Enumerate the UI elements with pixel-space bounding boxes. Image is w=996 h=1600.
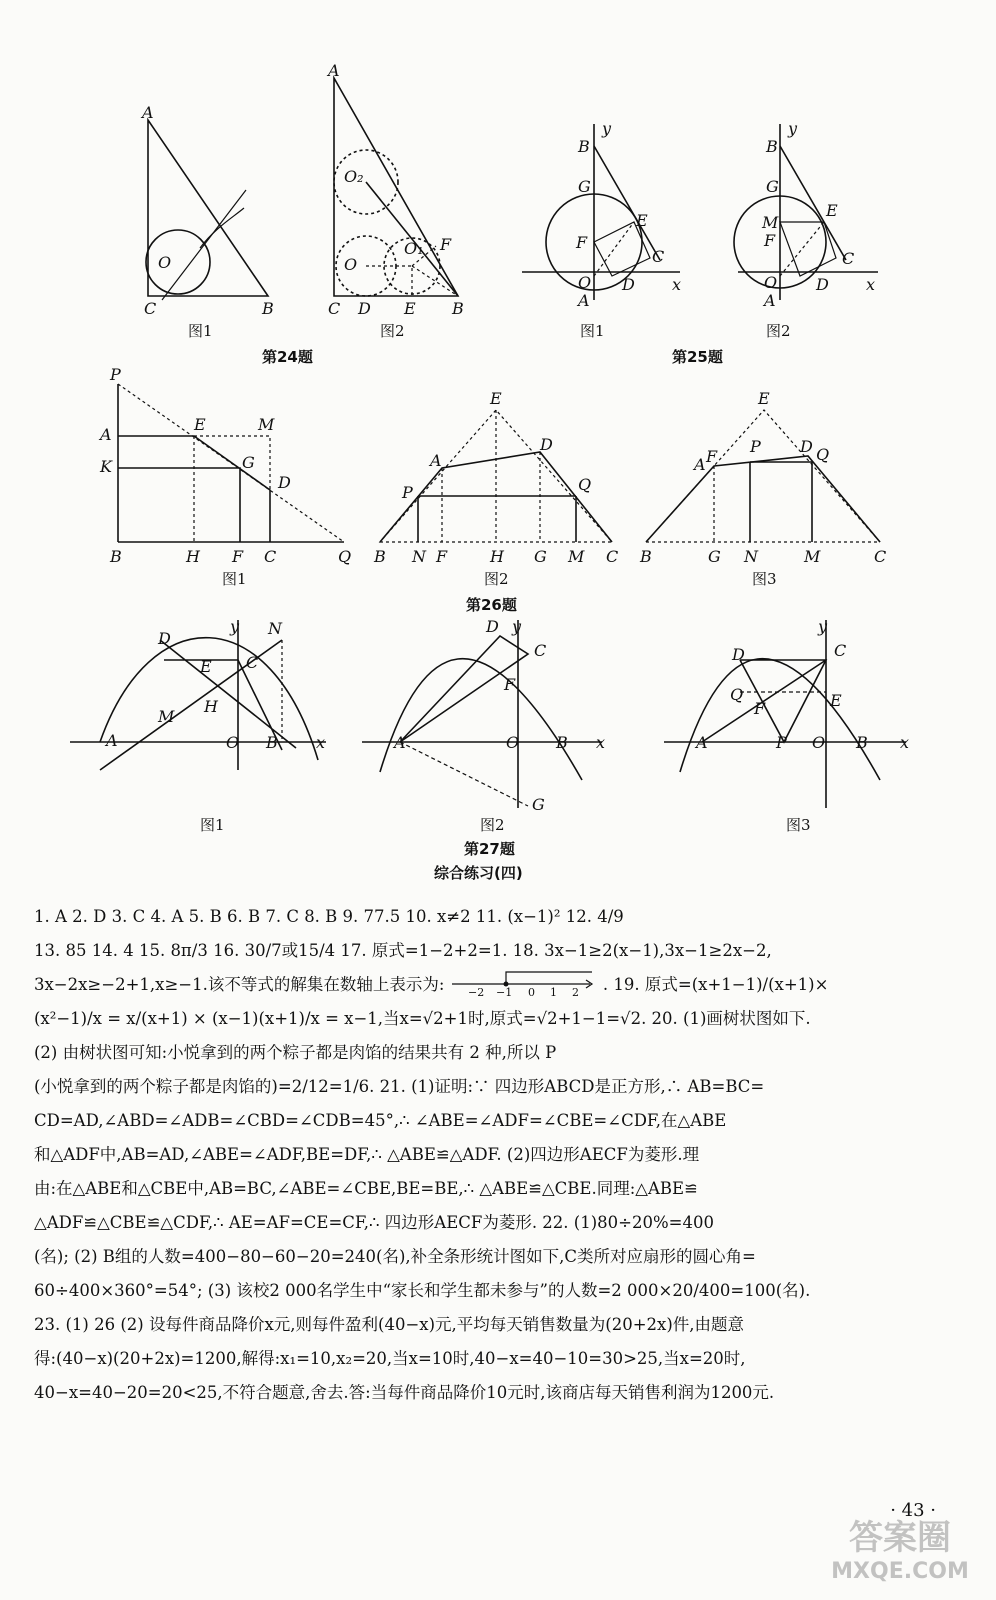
svg-text:A: A — [694, 455, 706, 474]
numberline-label: −2 — [467, 985, 484, 996]
answer-line: △ADF≌△CBE≌△CDF,∴ AE=AF=CE=CF,∴ 四边形AECF为菱形. 22. (1)80÷20%=400 — [34, 1213, 714, 1232]
svg-text:x: x — [596, 733, 606, 752]
svg-text:C: C — [246, 653, 259, 672]
number-line-diagram — [450, 976, 598, 996]
watermark-logo — [820, 1510, 980, 1590]
svg-text:x: x — [316, 733, 326, 752]
answer-line: 13. 85 14. 4 15. 8π/3 16. 30/7或15/4 17. 原式=1−2+2=1. 18. 3x−1≥2(x−1),3x−1≥2x−2, — [34, 941, 772, 960]
answer-line: 和△ADF中,AB=AD,∠ABE=∠ADF,BE=DF,∴ △ABE≌△ADF. (2)四边形AECF为菱形.理 — [34, 1145, 700, 1164]
svg-text:N: N — [744, 547, 758, 566]
answer-line: (2) 由树状图可知:小悦拿到的两个粽子都是肉馅的结果共有 2 种,所以 P — [34, 1043, 557, 1062]
q26-title: 第26题 — [466, 596, 517, 614]
svg-text:E: E — [194, 415, 206, 434]
svg-text:B: B — [262, 299, 274, 318]
q25-fig2-caption: 图2 — [766, 322, 791, 340]
svg-text:G: G — [578, 177, 591, 196]
svg-text:A: A — [142, 103, 154, 122]
svg-text:D: D — [158, 629, 171, 648]
svg-text:H: H — [204, 697, 218, 716]
q25-title: 第25题 — [672, 348, 723, 366]
svg-text:M: M — [258, 415, 275, 434]
svg-text:D: D — [358, 299, 371, 318]
svg-text:G: G — [708, 547, 721, 566]
svg-text:y: y — [512, 617, 522, 636]
svg-text:M: M — [158, 707, 175, 726]
svg-text:Q: Q — [338, 547, 352, 566]
svg-text:A: A — [106, 731, 118, 750]
svg-text:Q: Q — [578, 475, 592, 494]
svg-text:G: G — [242, 453, 255, 472]
answer-line: (小悦拿到的两个粽子都是肉馅的)=2/12=1/6. 21. (1)证明:∵ 四边形ABCD是正方形,∴ AB=BC= — [34, 1077, 765, 1096]
q24-fig1-caption: 图1 — [188, 322, 213, 340]
q26-fig1-caption: 图1 — [222, 570, 247, 588]
svg-text:E: E — [830, 691, 842, 710]
svg-text:B: B — [110, 547, 122, 566]
svg-text:C: C — [874, 547, 887, 566]
svg-text:B: B — [766, 137, 778, 156]
svg-text:E: E — [826, 201, 838, 220]
svg-text:E: E — [758, 389, 770, 408]
svg-text:M: M — [804, 547, 821, 566]
svg-text:C: C — [328, 299, 341, 318]
answer-line: 23. (1) 26 (2) 设每件商品降价x元,则每件盈利(40−x)元,平均每天销售数量为(20+2x)件,由题意 — [34, 1315, 744, 1334]
svg-text:B: B — [578, 137, 590, 156]
svg-text:D: D — [732, 645, 745, 664]
svg-text:B: B — [640, 547, 652, 566]
q26-fig3-caption: 图3 — [752, 570, 777, 588]
svg-text:N: N — [268, 619, 282, 638]
svg-text:F: F — [576, 233, 588, 252]
svg-text:G: G — [534, 547, 547, 566]
svg-text:E: E — [636, 211, 648, 230]
svg-text:Q: Q — [816, 445, 830, 464]
svg-text:E: E — [200, 657, 212, 676]
svg-text:A: A — [578, 291, 590, 310]
answer-line: (名); (2) B组的人数=400−80−60−20=240(名),补全条形统计图如下,C类所对应扇形的圆心角= — [34, 1247, 756, 1266]
svg-text:D: D — [540, 435, 553, 454]
svg-text:M: M — [762, 213, 779, 232]
svg-text:x: x — [866, 275, 876, 294]
svg-text:B: B — [374, 547, 386, 566]
watermark-url: MXQE.COM — [831, 1559, 969, 1584]
svg-text:P: P — [110, 365, 121, 384]
svg-text:A: A — [328, 61, 340, 80]
svg-text:G: G — [532, 795, 545, 814]
svg-text:B: B — [452, 299, 464, 318]
answer-line: 得:(40−x)(20+2x)=1200,解得:x₁=10,x₂=20,当x=10时,40−x=40−10=30>25,当x=20时, — [34, 1349, 746, 1368]
svg-text:A: A — [430, 451, 442, 470]
svg-text:B: B — [556, 733, 568, 752]
answer-text — [34, 900, 962, 1410]
q27-fig2-caption: 图2 — [480, 816, 505, 834]
q27-fig3-caption: 图3 — [786, 816, 811, 834]
svg-text:K: K — [100, 457, 112, 476]
svg-text:O: O — [764, 273, 778, 292]
answer-line: 40−x=40−20=20<25,不符合题意,舍去.答:当每件商品降价10元时,该商店每天销售利润为1200元. — [34, 1383, 775, 1402]
numberline-label: 2 — [571, 985, 579, 996]
svg-text:F: F — [754, 699, 766, 718]
svg-text:N: N — [412, 547, 426, 566]
svg-text:D: D — [622, 275, 635, 294]
svg-text:E: E — [404, 299, 416, 318]
svg-text:C: C — [834, 641, 847, 660]
svg-text:O: O — [344, 255, 358, 274]
svg-text:y: y — [602, 119, 612, 138]
svg-text:x: x — [900, 733, 910, 752]
q27-fig1-caption: 图1 — [200, 816, 225, 834]
numberline-label: 1 — [549, 985, 557, 996]
svg-text:A: A — [100, 425, 112, 444]
q25-fig1-caption: 图1 — [580, 322, 605, 340]
svg-text:C: C — [652, 247, 665, 266]
svg-text:F: F — [440, 235, 452, 254]
svg-text:O₁: O₁ — [404, 239, 424, 258]
answer-line: 1. A 2. D 3. C 4. A 5. B 6. B 7. C 8. B 9. 77.5 10. x≠2 11. (x−1)² 12. 4/9 — [34, 907, 624, 926]
svg-text:F: F — [706, 447, 718, 466]
page-number: · 43 · — [890, 1500, 936, 1521]
svg-text:A: A — [696, 733, 708, 752]
svg-text:D: D — [278, 473, 291, 492]
svg-text:x: x — [672, 275, 682, 294]
svg-text:B: B — [266, 733, 278, 752]
svg-text:P: P — [402, 483, 413, 502]
svg-text:y: y — [230, 617, 240, 636]
answer-line: 由:在△ABE和△CBE中,AB=BC,∠ABE=∠CBE,BE=BE,∴ △ABE≌△CBE.同理:△ABE≌ — [34, 1179, 698, 1198]
svg-text:F: F — [232, 547, 244, 566]
svg-text:F: F — [764, 231, 776, 250]
svg-text:y: y — [788, 119, 798, 138]
svg-text:O₂: O₂ — [344, 167, 364, 186]
svg-text:D: D — [486, 617, 499, 636]
q26-fig2-caption: 图2 — [484, 570, 509, 588]
answer-line-part: . 19. 原式=(x+1−1)/(x+1)× — [602, 975, 829, 994]
svg-text:F: F — [436, 547, 448, 566]
answer-line — [34, 968, 962, 1002]
svg-text:H: H — [490, 547, 504, 566]
svg-text:G: G — [766, 177, 779, 196]
svg-text:E: E — [490, 389, 502, 408]
svg-text:M: M — [568, 547, 585, 566]
svg-text:C: C — [264, 547, 277, 566]
numberline-label: 0 — [527, 985, 535, 996]
answer-line: 60÷400×360°=54°; (3) 该校2 000名学生中“家长和学生都未参与”的人数=2 000×20/400=100(名). — [34, 1281, 811, 1300]
svg-text:C: C — [534, 641, 547, 660]
svg-text:O: O — [812, 733, 826, 752]
svg-text:C: C — [144, 299, 157, 318]
svg-text:P: P — [750, 437, 761, 456]
svg-text:C: C — [606, 547, 619, 566]
q24-title: 第24题 — [262, 348, 313, 366]
svg-text:C: C — [842, 249, 855, 268]
svg-text:P: P — [776, 733, 787, 752]
section-title: 综合练习(四) — [434, 864, 523, 880]
svg-text:O: O — [226, 733, 240, 752]
svg-text:Q: Q — [730, 685, 744, 704]
svg-text:y: y — [818, 617, 828, 636]
svg-text:A: A — [764, 291, 776, 310]
q24-fig2-caption: 图2 — [380, 322, 405, 340]
svg-text:D: D — [816, 275, 829, 294]
svg-text:O: O — [506, 733, 520, 752]
svg-text:B: B — [856, 733, 868, 752]
watermark-text: 答案圈 — [849, 1518, 951, 1558]
svg-text:H: H — [186, 547, 200, 566]
q27-title: 第27题 — [464, 840, 515, 858]
svg-text:D: D — [800, 437, 813, 456]
answer-line: CD=AD,∠ABD=∠ADB=∠CBD=∠CDB=45°,∴ ∠ABE=∠ADF=∠CBE=∠CDF,在△ABE — [34, 1111, 727, 1130]
svg-text:A: A — [394, 733, 406, 752]
answer-line: (x²−1)/x = x/(x+1) × (x−1)(x+1)/x = x−1,当x=√2+1时,原式=√2+1−1=√2. 20. (1)画树状图如下. — [34, 1009, 811, 1028]
numberline-label: −1 — [495, 985, 512, 996]
svg-text:O: O — [158, 253, 172, 272]
svg-text:F: F — [504, 675, 516, 694]
answer-line-part: 3x−2x≥−2+1,x≥−1.该不等式的解集在数轴上表示为: — [34, 975, 445, 994]
svg-text:O: O — [578, 273, 592, 292]
